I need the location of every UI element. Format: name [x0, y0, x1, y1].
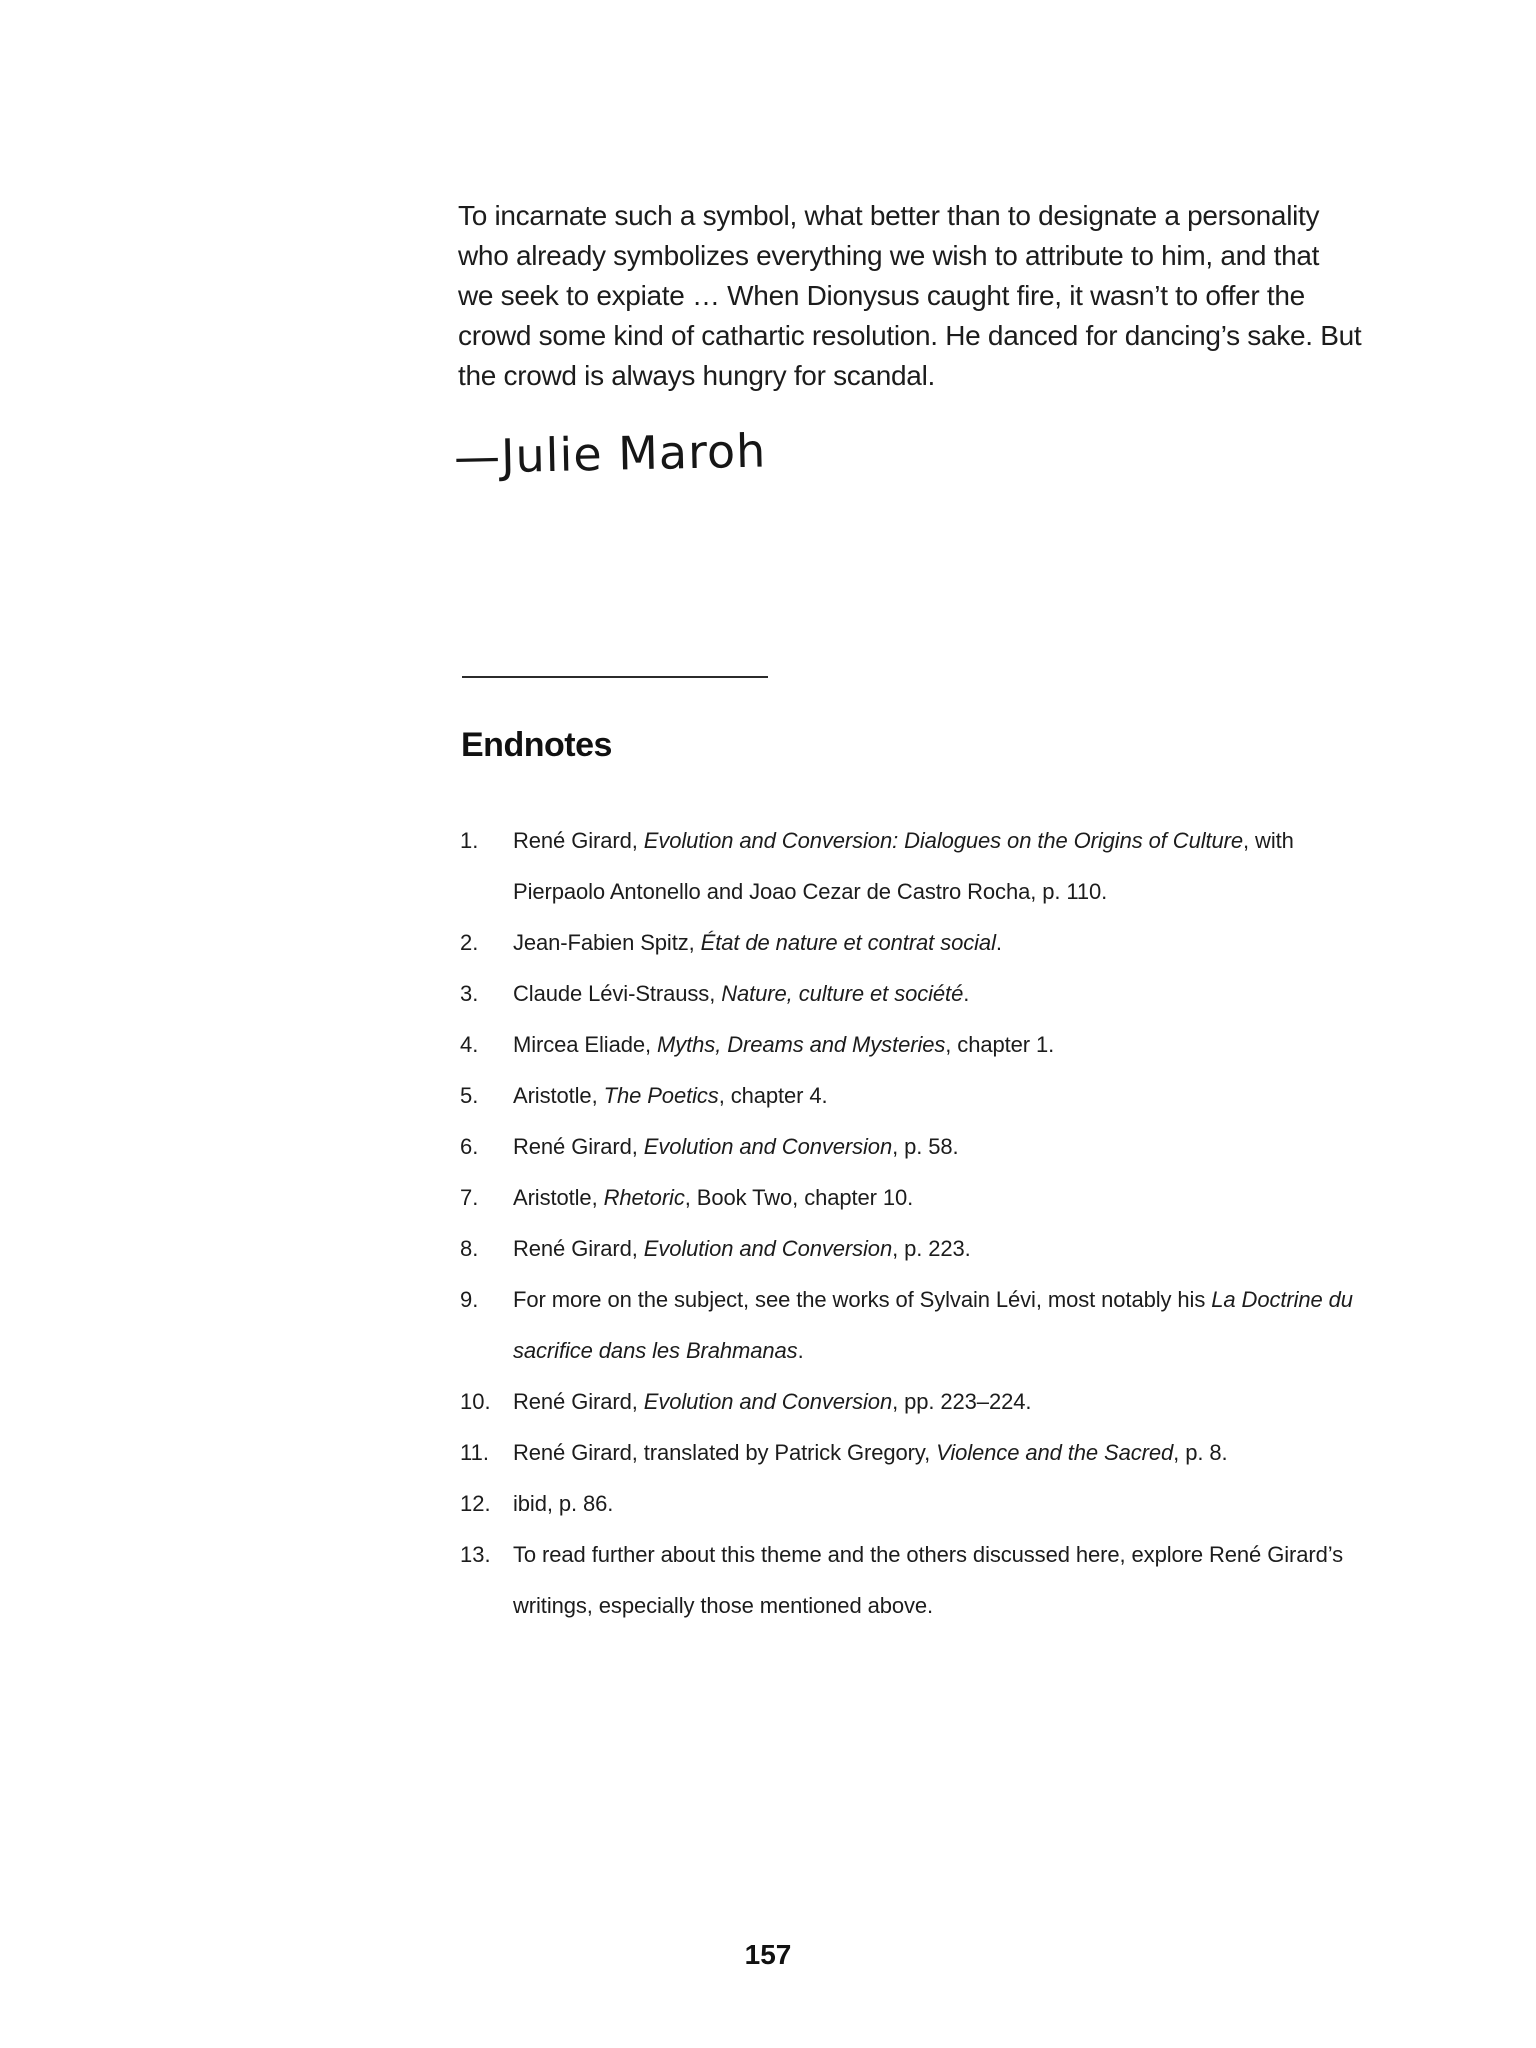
- endnote-text: , chapter 4.: [718, 1083, 828, 1108]
- endnote-item: [460, 1478, 1450, 1529]
- endnote-number: 8.: [460, 1236, 479, 1261]
- endnote-title-italic: sacrifice dans les Brahmanas: [513, 1338, 798, 1363]
- endnote-text: , p. 223.: [892, 1236, 971, 1261]
- page-number: 157: [744, 1939, 792, 1970]
- endnote-number: 13.: [460, 1542, 491, 1567]
- endnote-title-italic: Evolution and Conversion: [643, 1236, 893, 1261]
- endnote-number: 9.: [460, 1287, 479, 1312]
- endnote-item: [460, 1019, 1450, 1070]
- endnote-number: 10.: [460, 1389, 491, 1414]
- quote-line: To incarnate such a symbol, what better than to designate a personality: [458, 200, 1320, 231]
- endnote-text: writings, especially those mentioned above.: [513, 1593, 934, 1618]
- endnote-line: [513, 1274, 1450, 1325]
- endnote-number: 1.: [460, 828, 479, 853]
- endnote-line: [513, 1529, 1450, 1580]
- endnote-text: , Book Two, chapter 10.: [684, 1185, 914, 1210]
- endnote-text: René Girard, translated by Patrick Gregory,: [513, 1440, 937, 1465]
- endnote-text: , p. 58.: [892, 1134, 959, 1159]
- endnote-text: René Girard,: [513, 1389, 644, 1414]
- endnote-title-italic: Evolution and Conversion: [643, 1134, 893, 1159]
- endnote-text: ibid, p. 86.: [513, 1491, 614, 1516]
- endnote-item: [460, 1172, 1450, 1223]
- endnote-item: [460, 968, 1450, 1019]
- endnote-line: [513, 866, 1450, 917]
- endnote-number: 5.: [460, 1083, 479, 1108]
- endnote-number: 7.: [460, 1185, 479, 1210]
- quote-line: we seek to expiate … When Dionysus caught fire, it wasn’t to offer the: [458, 280, 1305, 311]
- endnote-text: For more on the subject, see the works of Sylvain Lévi, most notably his: [513, 1287, 1212, 1312]
- endnote-line: [513, 1325, 1450, 1376]
- endnote-number: 4.: [460, 1032, 479, 1057]
- quote-line: who already symbolizes everything we wish to attribute to him, and that: [458, 240, 1320, 271]
- endnote-number: 2.: [460, 930, 479, 955]
- endnote-number: 12.: [460, 1491, 491, 1516]
- endnote-text: Jean-Fabien Spitz,: [513, 930, 701, 955]
- endnote-line: [513, 1427, 1450, 1478]
- endnote-line: [513, 1223, 1450, 1274]
- endnote-text: , p. 8.: [1173, 1440, 1228, 1465]
- quote-line: the crowd is always hungry for scandal.: [458, 360, 935, 391]
- endnote-item: [460, 1274, 1450, 1376]
- endnote-title-italic: Nature, culture et société: [721, 981, 964, 1006]
- endnote-text: Aristotle,: [513, 1185, 604, 1210]
- endnote-number: 11.: [460, 1440, 489, 1465]
- quote-paragraph: [458, 196, 1418, 396]
- endnote-item: [460, 1070, 1450, 1121]
- endnote-line: [513, 1070, 1450, 1121]
- endnote-text: , pp. 223–224.: [892, 1389, 1032, 1414]
- endnote-item: [460, 1223, 1450, 1274]
- endnote-number: 6.: [460, 1134, 479, 1159]
- endnote-number: 3.: [460, 981, 479, 1006]
- endnote-title-italic: La Doctrine du: [1211, 1287, 1353, 1312]
- endnote-title-italic: Rhetoric: [603, 1185, 685, 1210]
- endnote-text: Aristotle,: [513, 1083, 604, 1108]
- endnote-text: .: [995, 930, 1002, 955]
- endnote-line: [513, 968, 1450, 1019]
- endnote-item: [460, 815, 1450, 917]
- endnote-line: [513, 815, 1450, 866]
- endnote-line: [513, 1580, 1450, 1631]
- endnote-title-italic: État de nature et contrat social: [700, 930, 996, 955]
- endnote-text: To read further about this theme and the others discussed here, explore René Girard’s: [513, 1542, 1344, 1567]
- endnote-text: Claude Lévi-Strauss,: [513, 981, 722, 1006]
- endnote-line: [513, 1121, 1450, 1172]
- endnote-line: [513, 1376, 1450, 1427]
- endnote-text: , chapter 1.: [945, 1032, 1055, 1057]
- endnote-text: Pierpaolo Antonello and Joao Cezar de Castro Rocha, p. 110.: [513, 879, 1108, 904]
- endnote-title-italic: Evolution and Conversion: [643, 1389, 893, 1414]
- endnotes-list: [460, 815, 1450, 1631]
- endnote-line: [513, 1019, 1450, 1070]
- endnote-text: René Girard,: [513, 1236, 644, 1261]
- endnote-item: [460, 1376, 1450, 1427]
- endnote-title-italic: Myths, Dreams and Mysteries: [657, 1032, 946, 1057]
- endnotes-heading: Endnotes: [461, 726, 612, 764]
- section-divider: [462, 676, 768, 678]
- endnote-text: René Girard,: [513, 828, 644, 853]
- endnote-item: [460, 917, 1450, 968]
- endnote-text: .: [963, 981, 970, 1006]
- endnote-title-italic: Violence and the Sacred: [936, 1440, 1174, 1465]
- endnote-line: [513, 1172, 1450, 1223]
- endnote-line: [513, 917, 1450, 968]
- endnote-item: [460, 1529, 1450, 1631]
- quote-attribution: —Julie Maroh: [453, 423, 767, 484]
- quote-line: crowd some kind of cathartic resolution. He danced for dancing’s sake. But: [458, 320, 1362, 351]
- endnote-text: René Girard,: [513, 1134, 644, 1159]
- endnote-line: [513, 1478, 1450, 1529]
- endnote-item: [460, 1121, 1450, 1172]
- endnote-text: , with: [1243, 828, 1294, 853]
- endnote-title-italic: The Poetics: [603, 1083, 719, 1108]
- endnote-text: .: [797, 1338, 804, 1363]
- endnote-item: [460, 1427, 1450, 1478]
- endnote-title-italic: Evolution and Conversion: Dialogues on the Origins of Culture: [643, 828, 1244, 853]
- endnote-text: Mircea Eliade,: [513, 1032, 658, 1057]
